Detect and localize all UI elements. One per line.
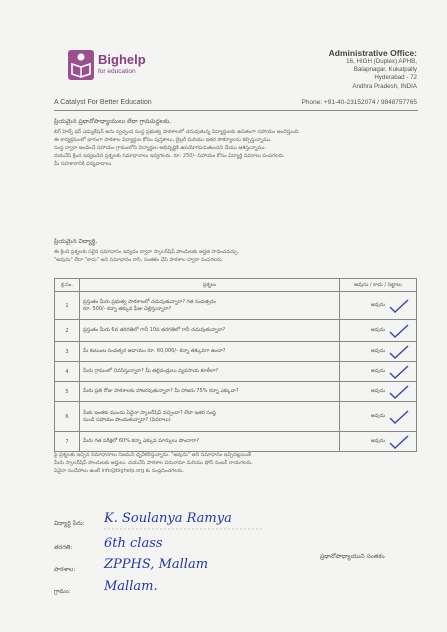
footer-line: మీరు స్కాలర్‌షిప్ పొందుటకు అర్హులు. దయచేసి పాఠశాల చిరునామా మరియు ఫోన్ నంబర్ రాయగలరు. — [54, 460, 253, 466]
row-number: 3 — [55, 342, 80, 362]
question-line: ప్రస్తుతం మీరు ప్రభుత్వ పాఠశాలలో చదువుతున్నారా? గత సంవత్సరం — [83, 298, 216, 305]
question-line: మీరు గత పరీక్షలో 60% కన్నా ఎక్కువ మార్కులు పొందారా? — [83, 438, 199, 444]
question-line: ప్రస్తుతం మీరు 6వ తరగతిలో గానీ 10వ తరగతిలో గానీ చదువుతున్నారా? — [83, 327, 226, 333]
question-line: రూ. 500/- కన్నా తక్కువ ఫీజు చెల్లిస్తున్నారా? — [83, 305, 172, 312]
body-line: మీ సహకారానికి ధన్యవాదాలు. — [54, 161, 113, 167]
row-question — [80, 342, 340, 362]
class-label: తరగతి: — [54, 544, 73, 551]
answer-text: అవును — [370, 438, 386, 444]
office-line: Andhra Pradesh, INDIA — [352, 82, 417, 90]
body-line: దయచేసి క్రింద ఇవ్వబడిన ప్రశ్నలకు సమాధానాలు ఇవ్వగలరు. రూ. 250/- సహాయం కోసం విద్యార్థి వివరాలు పంపగలరు. — [54, 153, 285, 159]
checkmark-icon — [388, 323, 410, 339]
checkmark-icon — [388, 344, 410, 360]
col-header-question: ప్రశ్నలు — [80, 279, 340, 292]
row-answer — [340, 292, 417, 320]
row-number: 7 — [55, 432, 80, 452]
row-question — [80, 382, 340, 402]
body-line: "అవును" లేదా "కాదు" అని సమాధానం రాసి, సంతకం చేసి పాఠశాల ద్వారా పంపగలరు. — [54, 257, 224, 263]
school-label: పాఠశాల: — [54, 566, 76, 573]
row-answer — [340, 342, 417, 362]
student-school: ZPPHS, Mallam — [104, 557, 209, 572]
row-answer — [340, 320, 417, 342]
row-number: 4 — [55, 362, 80, 382]
table-row — [55, 362, 417, 382]
question-line: మీ కుటుంబ సంవత్సర ఆదాయం రూ. 60,000/- కన్నా తక్కువగా ఉందా? — [83, 348, 226, 354]
table-row — [55, 402, 417, 432]
row-number: 2 — [55, 320, 80, 342]
student-name: K. Soulanya Ramya — [104, 511, 232, 526]
footer-line: ఏవైనా సందేహాలు ఉంటే info@bighelp.org కు సంప్రదించగలరు. — [54, 468, 184, 474]
signature-label: ప్రధానోపాధ్యాయుని సంతకం — [320, 553, 385, 560]
greeting-student: ప్రియమైన విద్యార్థి, — [54, 238, 98, 245]
row-number: 5 — [55, 382, 80, 402]
question-line: మీరు ప్రతి రోజు పాఠశాలకు హాజరవుతున్నారా? మీ హాజరు 75% కన్నా ఎక్కువా? — [83, 388, 239, 394]
answer-text: అవును — [370, 413, 386, 419]
table-row — [55, 320, 417, 342]
answer-text: అవును — [370, 368, 386, 374]
row-question — [80, 320, 340, 342]
row-number: 1 — [55, 292, 80, 320]
header-divider — [54, 110, 418, 111]
checkmark-icon — [388, 434, 410, 450]
student-class: 6th class — [104, 536, 163, 551]
row-answer — [340, 402, 417, 432]
footer-line: పై ప్రశ్నలకు ఇచ్చిన సమాధానాలు నిజమని ధృవీకరిస్తున్నాను. "అవును" అని సమాధానం ఇచ్చినట్లయితే — [54, 452, 251, 458]
name-label: విద్యార్థి పేరు: — [54, 520, 85, 527]
table-row — [55, 382, 417, 402]
student-village: Mallam. — [104, 579, 158, 594]
office-title: Administrative Office: — [328, 48, 417, 58]
checkmark-icon — [388, 384, 410, 400]
table-row — [55, 342, 417, 362]
checkmark-icon — [388, 364, 410, 380]
office-address — [329, 48, 417, 91]
salutation: ప్రియమైన ప్రధానోపాధ్యాయులు లేదా గ్రామపెద్దలకు, — [54, 118, 172, 125]
questions-table — [54, 278, 417, 452]
row-question — [80, 402, 340, 432]
row-number: 6 — [55, 402, 80, 432]
brand-name: Bighelp — [98, 52, 146, 67]
row-answer — [340, 382, 417, 402]
row-answer — [340, 432, 417, 452]
answer-text: అవును — [370, 388, 386, 394]
table-row — [55, 432, 417, 452]
question-line: మీరు గ్రామంలో నివసిస్తున్నారా? మీ తల్లిదండ్రులు వ్యవసాయ కూలీలా? — [83, 368, 219, 374]
body-line: ఈ క్రింది ప్రశ్నలకు సరైన సమాధానం ఇవ్వడం ద్వారా స్కాలర్‌షిప్ పొందుటకు అర్హత సాధించవచ్చు. — [54, 249, 239, 255]
question-line: నుండి సహాయం పొందుతున్నారా? (వివరాలు) — [83, 416, 171, 423]
brand-subtitle: for education — [98, 68, 136, 75]
office-phone: Phone: +91-40-23152074 / 9848757765 — [301, 99, 417, 106]
office-line: Balapnagar, Kukatpally — [353, 66, 417, 74]
body-line: సంస్థ ద్వారా అందించే సహాయం గ్రామంలోని విద్యార్థుల అభివృద్ధికి ఉపయోగపడుతుందని మేము ఆశిస్తున్నాము. — [54, 145, 267, 151]
village-label: గ్రామం: — [54, 588, 71, 595]
checkmark-icon — [388, 409, 410, 425]
office-line: Hyderabad - 72 — [374, 74, 417, 82]
table-row — [55, 292, 417, 320]
answer-text: అవును — [370, 327, 386, 333]
name-underline — [104, 527, 264, 531]
body-line: బిగ్ హెల్ప్ ఫర్ ఎడ్యుకేషన్ అను స్వచ్ఛంద సంస్థ ప్రభుత్వ పాఠశాలలో చదువుతున్న విద్యార్థులకు ఉచితంగా సహాయం అందిస్తుంది. — [54, 129, 300, 135]
checkmark-icon — [388, 298, 410, 314]
office-line: 16, HIGH (Duplex) APHB, — [346, 58, 417, 65]
row-question — [80, 362, 340, 382]
table-header-row — [55, 279, 417, 292]
row-answer — [340, 362, 417, 382]
answer-text: అవును — [370, 348, 386, 354]
row-question — [80, 432, 340, 452]
tagline: A Catalyst For Better Education — [54, 99, 152, 106]
bighelp-logo — [68, 50, 94, 80]
col-header-num: క్ర.సం. — [55, 279, 80, 292]
col-header-answer: అవును / కాదు / సెట్టాలు — [340, 279, 417, 292]
body-line: ఈ కార్యక్రమంలో భాగంగా పాఠశాల విద్యార్థుల కోసం పుస్తకాలు, లైబ్రరీ మరియు ఇతర సౌకర్యాలను కల్పిస్తున్నాము. — [54, 137, 272, 143]
question-line: మీకు ఇంతకు ముందు ఏదైనా స్కాలర్‌షిప్ వచ్చిందా? లేదా ఇతర సంస్థ — [83, 409, 216, 416]
answer-text: అవును — [370, 302, 386, 308]
row-question — [80, 292, 340, 320]
